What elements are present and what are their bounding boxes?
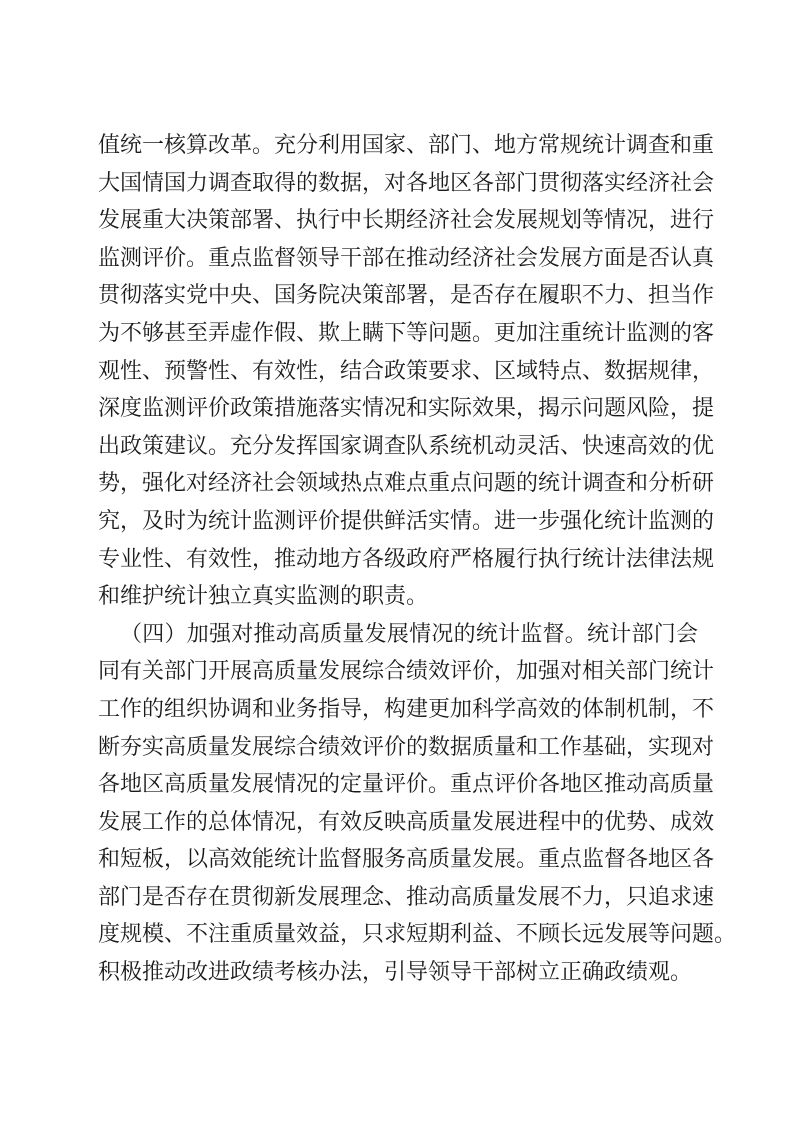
- text-line: 深度监测评价政策措施落实情况和实际效果，揭示问题风险，提: [98, 396, 715, 422]
- text-line: 出政策建议。充分发挥国家调查队系统机动灵活、快速高效的优: [98, 433, 715, 459]
- text-line: （四）加强对推动高质量发展情况的统计监督。统计部门会: [120, 621, 698, 647]
- text-line: 积极推动改进政绩考核办法，引导领导干部树立正确政绩观。: [98, 960, 693, 986]
- text-line: 专业性、有效性，推动地方各级政府严格履行执行统计法律法规: [98, 546, 715, 572]
- text-line: 监测评价。重点监督领导干部在推动经济社会发展方面是否认真: [98, 245, 715, 271]
- text-line: 度规模、不注重质量效益，只求短期利益、不顾长远发展等问题。: [98, 922, 737, 948]
- paragraph: [98, 616, 737, 992]
- text-line: 为不够甚至弄虚作假、欺上瞒下等问题。更加注重统计监测的客: [98, 320, 715, 346]
- text-line: 势，强化对经济社会领域热点难点重点问题的统计调查和分析研: [98, 471, 715, 497]
- text-line: 大国情国力调查取得的数据，对各地区各部门贯彻落实经济社会: [98, 170, 715, 196]
- paragraph: [98, 127, 715, 616]
- text-line: 究，及时为统计监测评价提供鲜活实情。进一步强化统计监测的: [98, 508, 715, 534]
- text-line: 和短板，以高效能统计监督服务高质量发展。重点监督各地区各: [98, 847, 715, 873]
- text-line: 各地区高质量发展情况的定量评价。重点评价各地区推动高质量: [98, 772, 715, 798]
- text-line: 和维护统计独立真实监测的职责。: [98, 584, 429, 610]
- text-line: 发展重大决策部署、执行中长期经济社会发展规划等情况，进行: [98, 208, 715, 234]
- text-line: 贯彻落实党中央、国务院决策部署，是否存在履职不力、担当作: [98, 283, 715, 309]
- text-line: 部门是否存在贯彻新发展理念、推动高质量发展不力，只追求速: [98, 884, 715, 910]
- text-line: 工作的组织协调和业务指导，构建更加科学高效的体制机制，不: [98, 696, 715, 722]
- text-line: 值统一核算改革。充分利用国家、部门、地方常规统计调查和重: [98, 133, 715, 158]
- text-line: 发展工作的总体情况，有效反映高质量发展进程中的优势、成效: [98, 809, 715, 835]
- body-text: [98, 127, 737, 992]
- text-line: 同有关部门开展高质量发展综合绩效评价，加强对相关部门统计: [98, 659, 715, 685]
- text-line: 断夯实高质量发展综合绩效评价的数据质量和工作基础，实现对: [98, 734, 715, 760]
- text-line: 观性、预警性、有效性，结合政策要求、区域特点、数据规律，: [98, 358, 715, 384]
